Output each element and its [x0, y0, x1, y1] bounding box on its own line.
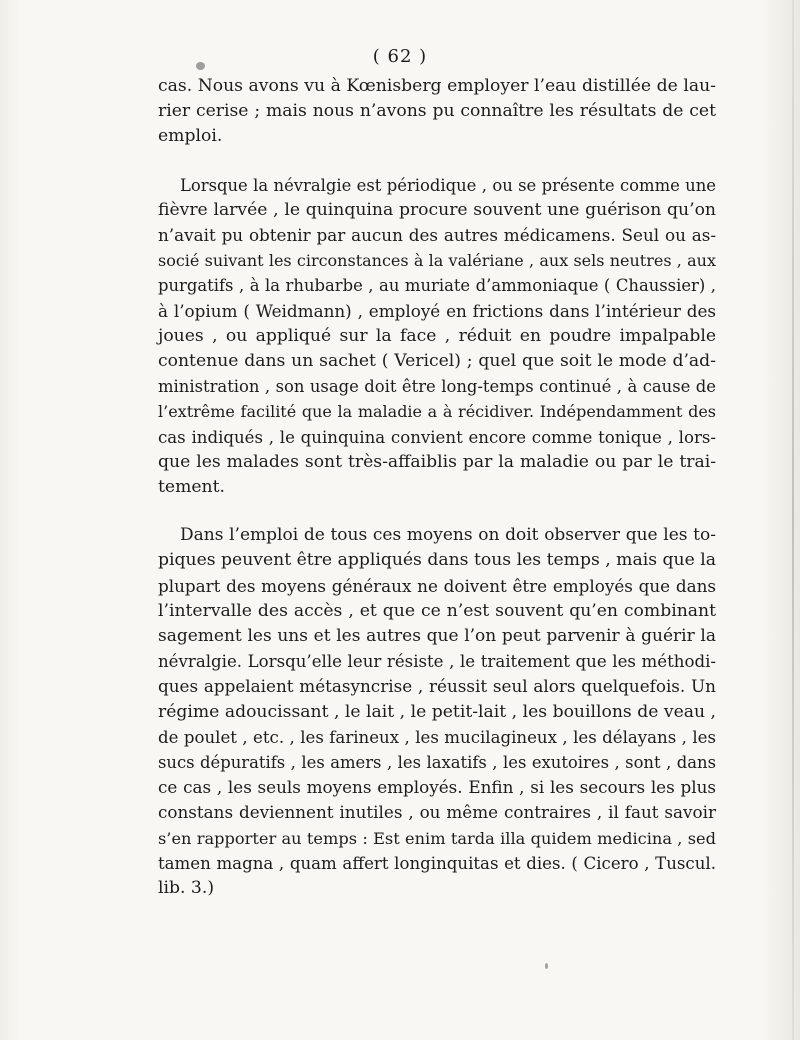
text-line: Dans l’emploi de tous ces moyens on doit observer que les to-: [180, 525, 716, 546]
text-line: fièvre larvée , le quinquina procure souvent une guérison qu’on: [158, 199, 716, 220]
text-line: l’extrême facilité que la maladie a à récidiver. Indépendamment des: [158, 402, 716, 422]
text-line: névralgie. Lorsqu’elle leur résiste , le traitement que les méthodi-: [158, 652, 716, 672]
text-line: rier cerise ; mais nous n’avons pu connaître les résultats de cet: [158, 101, 716, 122]
text-line: tement.: [158, 477, 225, 498]
paragraph-2: [158, 173, 716, 501]
text-line: lib. 3.): [158, 878, 215, 899]
text-line: que les malades sont très-affaiblis par la maladie ou par le trai-: [158, 451, 716, 472]
page-edge-shadow: [792, 0, 794, 1040]
text-line: plupart des moyens généraux ne doivent être employés que dans: [158, 575, 716, 596]
body-text: [158, 74, 716, 901]
paragraph-3: [158, 523, 716, 901]
paragraph-1: [158, 74, 716, 150]
text-line: régime adoucissant , le lait , le petit-lait , les bouillons de veau ,: [158, 701, 716, 722]
text-line: cas indiqués , le quinquina convient encore comme tonique , lors-: [158, 427, 716, 447]
text-line: ce cas , les seuls moyens employés. Enfin , si les secours les plus: [158, 777, 716, 798]
text-line: socié suivant les circonstances à la valériane , aux sels neutres , aux: [158, 251, 716, 271]
text-line: ministration , son usage doit être long-temps continué , à cause de: [158, 377, 716, 397]
text-line: de poulet , etc. , les farineux , les mucilagineux , les délayans , les: [158, 727, 716, 747]
text-line: constans deviennent inutiles , ou même contraires , il faut savoir: [158, 802, 716, 823]
page-number: ( 62 ): [372, 46, 428, 67]
text-line: emploi.: [158, 126, 223, 147]
text-line: purgatifs , à la rhubarbe , au muriate d’ammoniaque ( Chaussier) ,: [158, 276, 716, 296]
text-line: piques peuvent être appliqués dans tous les temps , mais que la: [158, 550, 716, 571]
text-line: cas. Nous avons vu à Kœnisberg employer l’eau distillée de lau-: [158, 76, 716, 96]
text-line: à l’opium ( Weidmann) , employé en frictions dans l’intérieur des: [158, 300, 716, 321]
text-line: tamen magna , quam affert longinquitas et dies. ( Cicero , Tuscul.: [158, 853, 716, 873]
text-line: sagement les uns et les autres que l’on peut parvenir à guérir la: [158, 626, 716, 647]
ink-speck: [545, 963, 548, 969]
text-line: contenue dans un sachet ( Vericel) ; quel que soit le mode d’ad-: [158, 351, 716, 372]
text-line: n’avait pu obtenir par aucun des autres médicamens. Seul ou as-: [158, 225, 716, 246]
text-line: ques appelaient métasyncrise , réussit seul alors quelquefois. Un: [158, 676, 716, 697]
text-line: sucs dépuratifs , les amers , les laxatifs , les exutoires , sont , dans: [158, 753, 716, 773]
text-line: joues , ou appliqué sur la face , réduit en poudre impalpable: [158, 325, 716, 346]
text-line: l’intervalle des accès , et que ce n’est souvent qu’en combinant: [158, 600, 716, 621]
text-line: s’en rapporter au temps : Est enim tarda illa quidem medicina , sed: [158, 828, 716, 848]
text-line: Lorsque la névralgie est périodique , ou se présente comme une: [180, 175, 716, 195]
